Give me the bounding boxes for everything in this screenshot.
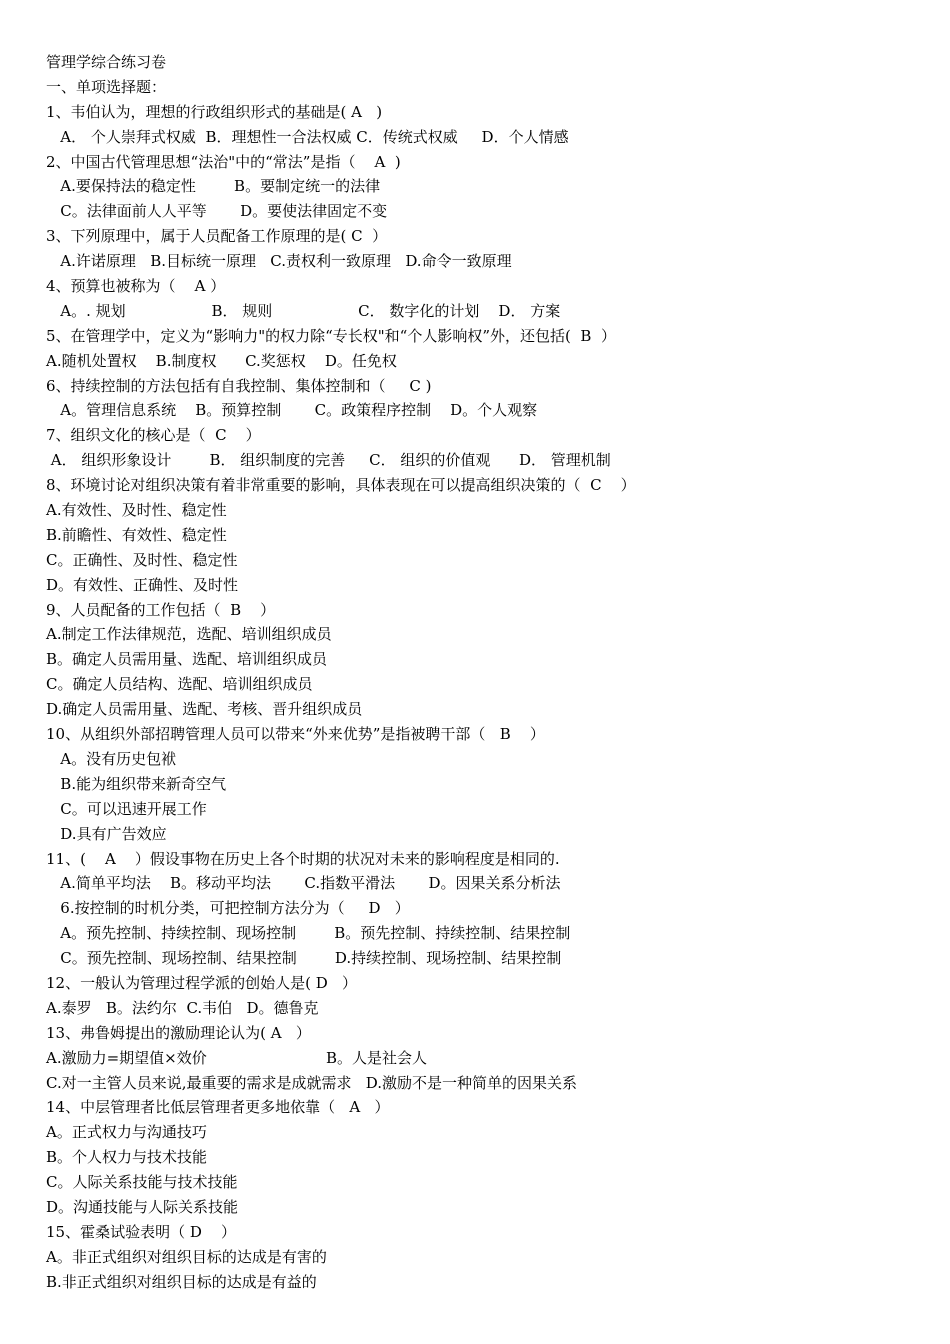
document-title: 管理学综合练习卷 <box>46 53 167 71</box>
question-10: 10、从组织外部招聘管理人员可以带来“外来优势”是指被聘干部（ B ） <box>46 725 545 744</box>
question-7-options: A． 组织形象设计 B． 组织制度的完善 C． 组织的价值观 D． 管理机制 <box>46 451 611 470</box>
question-9-option-d: D.确定人员需用量、选配、考核、晋升组织成员 <box>46 700 363 719</box>
question-9: 9、人员配备的工作包括（ B ） <box>46 600 276 619</box>
question-6-alt: 6.按控制的时机分类，可把控制方法分为（ D ） <box>46 899 410 918</box>
question-4-options: A。. 规划 B． 规则 C． 数字化的计划 D． 方案 <box>46 301 561 320</box>
question-6-alt-options-ab: A。预先控制、持续控制、现场控制 B。预先控制、持续控制、结果控制 <box>46 924 571 943</box>
question-5: 5、在管理学中，定义为“影响力"的权力除“专长权"和“个人影响权”外，还包括( B ） <box>46 326 616 345</box>
question-8-option-b: B.前瞻性、有效性、稳定性 <box>46 525 227 544</box>
question-3-options: A.许诺原理 B.目标统一原理 C.责权利一致原理 D.命令一致原理 <box>46 252 512 271</box>
question-14-option-c: C。人际关系技能与技术技能 <box>46 1173 238 1192</box>
question-9-option-a: A.制定工作法律规范，选配、培训组织成员 <box>46 625 332 644</box>
question-11: 11、( A ）假设事物在历史上各个时期的状况对未来的影响程度是相同的. <box>46 849 560 868</box>
question-10-option-c: C。可以迅速开展工作 <box>46 799 207 818</box>
question-8-option-a: A.有效性、及时性、稳定性 <box>46 501 227 520</box>
question-14-option-d: D。沟通技能与人际关系技能 <box>46 1197 239 1216</box>
question-13: 13、弗鲁姆提出的激励理论认为( A ） <box>46 1023 311 1042</box>
question-8-option-d: D。有效性、正确性、及时性 <box>46 575 239 594</box>
question-8: 8、环境讨论对组织决策有着非常重要的影响，具体表现在可以提高组织决策的（ C ） <box>46 476 636 495</box>
question-10-option-a: A。没有历史包袱 <box>46 749 177 768</box>
document-body <box>46 50 926 1295</box>
question-6-options: A。管理信息系统 B。预算控制 C。政策程序控制 D。个人观察 <box>46 401 538 420</box>
question-10-option-b: B.能为组织带来新奇空气 <box>46 774 227 793</box>
question-3: 3、下列原理中，属于人员配备工作原理的是( C ） <box>46 227 388 246</box>
question-9-option-b: B。确定人员需用量、选配、培训组织成员 <box>46 650 328 669</box>
question-12: 12、一般认为管理过程学派的创始人是( D ） <box>46 973 358 992</box>
question-9-option-c: C。确定人员结构、选配、培训组织成员 <box>46 675 313 694</box>
question-2: 2、中国古代管理思想“法治"中的“常法”是指（ A ) <box>46 152 401 171</box>
question-6-alt-options-cd: C。预先控制、现场控制、结果控制 D.持续控制、现场控制、结果控制 <box>46 949 562 968</box>
question-10-option-d: D.具有广告效应 <box>46 824 167 843</box>
question-15-option-b: B.非正式组织对组织目标的达成是有益的 <box>46 1272 317 1291</box>
question-2-options-cd: C。法律面前人人平等 D。要使法律固定不变 <box>46 202 388 221</box>
question-8-option-c: C。正确性、及时性、稳定性 <box>46 550 238 569</box>
question-13-options-ab: A.激励力=期望值×效价 B。人是社会人 <box>46 1048 427 1067</box>
section-heading: 一、单项选择题： <box>46 77 167 96</box>
question-15-option-a: A。非正式组织对组织目标的达成是有害的 <box>46 1247 327 1266</box>
question-4: 4、预算也被称为（ A ） <box>46 277 226 296</box>
question-7: 7、组织文化的核心是（ C ） <box>46 426 261 445</box>
question-12-options: A.泰罗 B。法约尔 C.韦伯 D。德鲁克 <box>46 998 319 1017</box>
question-14-option-a: A。正式权力与沟通技巧 <box>46 1123 207 1142</box>
question-5-options: A.随机处置权 B.制度权 C.奖惩权 D。任免权 <box>46 351 397 370</box>
question-14-option-b: B。个人权力与技术技能 <box>46 1148 208 1167</box>
question-14: 14、中层管理者比低层管理者更多地依靠（ A ） <box>46 1098 390 1117</box>
question-1: 1、韦伯认为，理想的行政组织形式的基础是( A ) <box>46 102 383 121</box>
question-13-options-cd: C.对一主管人员来说,最重要的需求是成就需求 D.激励不是一种简单的因果关系 <box>46 1073 578 1092</box>
question-1-options: A． 个人崇拜式权威 B．理想性一合法权威 C．传统式权威 D．个人情感 <box>46 127 569 146</box>
question-15: 15、霍桑试验表明（ D ） <box>46 1222 236 1241</box>
question-6: 6、持续控制的方法包括有自我控制、集体控制和（ C ) <box>46 376 432 395</box>
question-2-options-ab: A.要保持法的稳定性 B。要制定统一的法律 <box>46 177 381 196</box>
question-11-options: A.简单平均法 B。移动平均法 C.指数平滑法 D。因果关系分析法 <box>46 874 561 893</box>
